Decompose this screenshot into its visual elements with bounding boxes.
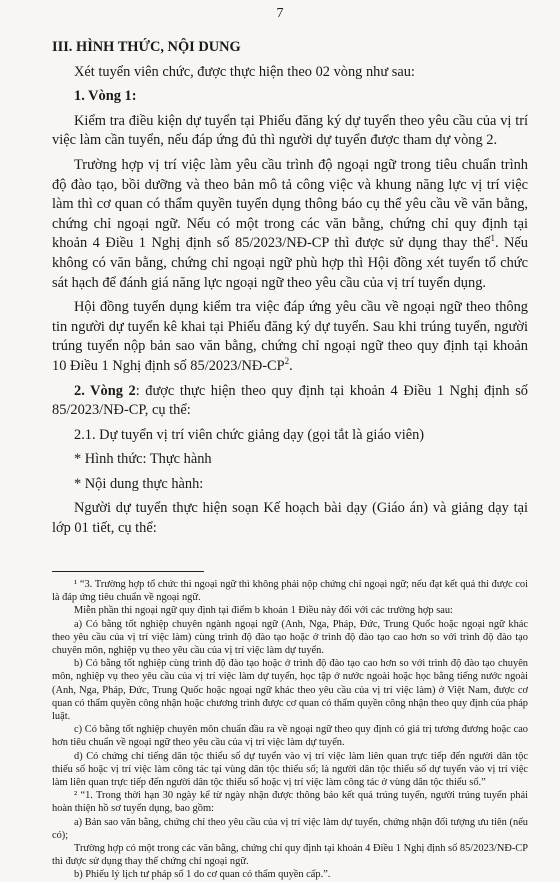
footnote-line: b) Có bằng tốt nghiệp cùng trình độ đào tạo hoặc ở trình độ đào tạo cao hơn so với trình độ đào tạo chuyên môn, nghiệp vụ theo yêu cầu của vị trí việc làm dự tuyển, học tập ở nước ngoài hoặc học bằng tiếng nước ngoài (Anh, Nga, Pháp, Đức, Trung Quốc hoặc ngoại ngữ khác theo yêu cầu của vị trí việc làm) ở Việt Nam, được cơ quan có thẩm quyền công nhận hoặc chương trình được cơ quan có thẩm quyền công nhận theo quy định của pháp luật.	[52, 658, 528, 723]
round1-paragraph-2-text: Trường hợp vị trí việc làm yêu cầu trình độ ngoại ngữ trong tiêu chuẩn trình độ đào tạo, bồi dưỡng và theo bản mô tả công việc và khung năng lực vị trí việc làm thì cơ quan có thẩm quyền tuyển dụng thông báo cụ thể yêu cầu về văn bằng, chứng chỉ ngoại ngữ. Nếu có một trong các văn bằng, chứng chỉ quy định tại khoản 4 Điều 1 Nghị định số 85/2023/NĐ-CP thì được sử dụng thay thế	[52, 156, 528, 252]
footnote-ref-1: 1	[490, 233, 495, 244]
page-number: 7	[276, 6, 284, 21]
round2-paragraph	[52, 382, 528, 421]
footnote-line: a) Bản sao văn bằng, chứng chỉ theo yêu cầu của vị trí việc làm dự tuyển, chứng nhận đối tượng ưu tiên (nếu có);	[52, 816, 528, 841]
section-heading: III. HÌNH THỨC, NỘI DUNG	[52, 39, 241, 55]
round1-paragraph-2-tail: . Nếu không có văn bằng, chứng chỉ ngoại ngữ phù hợp thì Hội đồng xét tuyển tổ chức sát hạch để đánh giá năng lực ngoại ngữ theo yêu cầu của vị trí tuyển dụng.	[52, 235, 529, 291]
round1-paragraph-3	[52, 298, 528, 376]
footnotes	[52, 578, 528, 882]
main-body	[52, 38, 528, 539]
footnote-line: ² “1. Trong thời hạn 30 ngày kể từ ngày nhận được thông báo kết quả trúng tuyển, người trúng tuyển phải hoàn thiện hồ sơ tuyển dụng, bao gồm:	[52, 790, 528, 815]
footnote-ref-2: 2	[284, 356, 290, 367]
footnote-line: d) Có chứng chỉ tiếng dân tộc thiểu số dự tuyển vào vị trí việc làm liên quan trực tiếp đến người dân tộc thiểu số hoặc vị trí việc làm công tác tại vùng dân tộc thiểu số; là người dân tộc thiểu số dự tuyển vào vị trí việc làm liên quan trực tiếp đến người dân tộc thiểu số hoặc vị trí việc làm công tác ở vùng dân tộc thiểu số.”	[52, 750, 528, 789]
footnote-line: ¹ “3. Trường hợp tổ chức thi ngoại ngữ thì không phải nộp chứng chỉ ngoại ngữ; nếu đạt kết quả thi được coi là đáp ứng tiêu chuẩn về ngoại ngữ.	[52, 579, 528, 604]
footnote-line: Trường hợp có một trong các văn bằng, chứng chỉ quy định tại khoản 4 Điều 1 Nghị định số 85/2023/NĐ-CP thì được sử dụng thay thế chứng chỉ ngoại ngữ.	[52, 843, 528, 868]
intro-paragraph: Xét tuyển viên chức, được thực hiện theo 02 vòng như sau:	[74, 63, 415, 80]
round1-paragraph-1: Kiểm tra điều kiện dự tuyển tại Phiếu đăng ký dự tuyển theo yêu cầu của vị trí việc làm cần tuyển, nếu đáp ứng đủ thì người dự tuyển được tham dự vòng 2.	[52, 112, 528, 149]
item-2-1: 2.1. Dự tuyển vị trí viên chức giảng dạy (gọi tắt là giáo viên)	[74, 426, 425, 443]
footnote-line: a) Có bằng tốt nghiệp chuyên ngành ngoại ngữ (Anh, Nga, Pháp, Đức, Trung Quốc hoặc ngoại ngữ khác theo yêu cầu của vị trí việc làm) cùng trình độ đào tạo hoặc ở trình độ đào tạo cao hơn so với trình độ đào tạo chuyên môn, nghiệp vụ theo yêu cầu của vị trí việc làm dự tuyển.	[52, 618, 528, 657]
form-line: * Hình thức: Thực hành	[74, 451, 212, 468]
round1-paragraph-2	[52, 156, 528, 293]
footnote-line: c) Có bằng tốt nghiệp chuyên môn chuẩn đầu ra về ngoại ngữ theo quy định có giá trị tương đương hoặc cao hơn tiêu chuẩn về ngoại ngữ theo yêu cầu của vị trí việc làm dự tuyển.	[52, 724, 528, 749]
footnote-line: Miễn phần thi ngoại ngữ quy định tại điểm b khoản 1 Điều này đối với các trường hợp sau:	[74, 605, 453, 617]
round1-paragraph-3-text: Hội đồng tuyển dụng kiểm tra việc đáp ứng yêu cầu về ngoại ngữ theo thông tin người dự tuyển kê khai tại Phiếu đăng ký dự tuyển. Sau khi trúng tuyển, người trúng tuyển nộp bản sao văn bằng, chứng chỉ ngoại ngữ theo quy định tại khoản 10 Điều 1 Nghị định số 85/2023/NĐ-CP	[52, 299, 528, 374]
footnote-line: b) Phiếu lý lịch tư pháp số 1 do cơ quan có thẩm quyền cấp.”.	[74, 869, 331, 881]
footnote-divider	[52, 571, 204, 572]
round1-heading: 1. Vòng 1:	[74, 88, 137, 105]
round2-text: : được thực hiện theo quy định tại khoản 4 Điều 1 Nghị định số 85/2023/NĐ-CP, cụ thể:	[52, 382, 528, 419]
round2-heading: 2. Vòng 2	[74, 382, 136, 399]
final-paragraph: Người dự tuyển thực hiện soạn Kế hoạch bài dạy (Giáo án) và giảng dạy tại lớp 01 tiết, cụ thể:	[52, 500, 528, 537]
content-line: * Nội dung thực hành:	[74, 475, 204, 492]
round1-paragraph-3-tail: .	[289, 357, 293, 374]
